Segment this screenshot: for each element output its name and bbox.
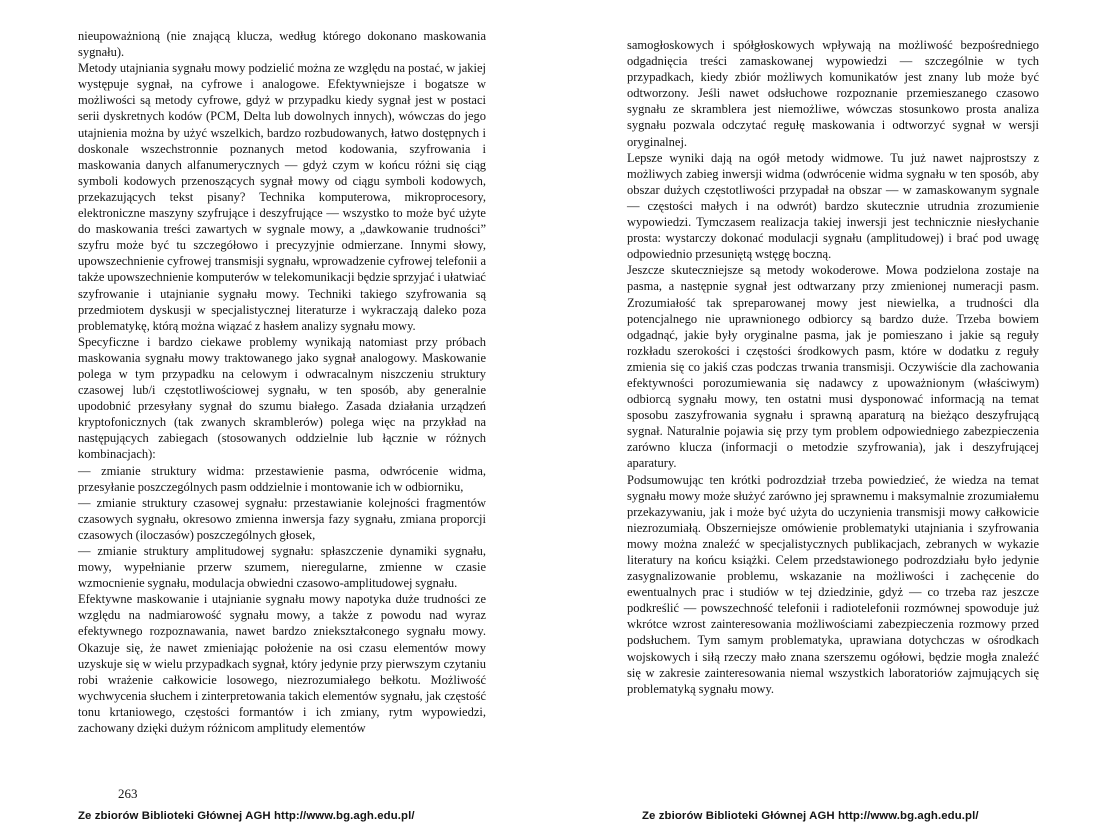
paragraph: Metody utajniania sygnału mowy podzielić można ze względu na postać, w jakiej występuje sygnał, na cyfrowe i analogowe. Efektywniejsze i bogatsze w możliwości są metody cyfrowe, gdyż w przypadku kiedy sygnał jest w postaci serii dyskretnych kodów (PCM, Delta lub dowolnych innych), wówczas do jego utajnienia można by użyć wszelkich, bardzo rozbudowanych, łatwo dostępnych i doskonale wszechstronnie poznanych metod kodowania, szyfrowania i maskowania danych alfanumerycznych — gdyż czym w końcu różni się ciąg symboli kodowych przenoszących sygnał mowy od ciągu symboli kodowych, przekazujących tekst pisany? Technika komputerowa, mikroprocesory, elektroniczne maszyny szyfrujące i deszyfrujące — wszystko to może być użyte do maskowania treści zawartych w sygnale mowy, a „dawkowanie trudności” szyfru może być tu szczegółowo i precyzyjnie odmierzane. Innymi słowy, upowszechnienie cyfrowej transmisji sygnału, wprowadzenie cyfrowej telefonii a także upowszechnienie komputerów w telekomunikacji będzie sprzyjać i ułatwiać szyfrowanie i utajnianie sygnału mowy. Techniki takiego szyfrowania są przedmiotem dyskusji w specjalistycznej literaturze i wykraczają daleko poza problematykę, którą można wiązać z hasłem analizy sygnału mowy. <box>78 61 486 333</box>
paragraph: Podsumowując ten krótki podrozdział trzeba powiedzieć, że wiedza na temat sygnału mowy może służyć zarówno jej sprawnemu i maksymalnie zrozumiałemu przekazywaniu, jak i może być użyta do uczynienia transmisji mowy całkowicie niezrozumiałą. Obszerniejsze omówienie problematyki utajniania i szyfrowania mowy można znaleźć w specjalistycznych publikacjach, zebranych w wykazie literatury na końcu książki. Celem przedstawionego podrozdziału było jedynie zasygnalizowanie problemu, wskazanie na możliwości i zachęcenie do ewentualnych prac i studiów w tej dziedzinie, gdyż — co trzeba raz jeszcze podkreślić — powszechność telefonii i radiotelefonii rozmównej spowoduje już wkrótce wzrost zainteresowania możliwościami zabezpieczenia rozmowy przed podsłuchem. Tym samym problematyka, uprawiana dotychczas w ośrodkach wojskowych i siłą rzeczy mało znana szerszemu ogółowi, będzie mogła znaleźć się w zakresie zainteresowania niemal wszystkich laboratoriów zajmujących się problematyką sygnału mowy. <box>627 472 1039 696</box>
paragraph: Lepsze wyniki dają na ogół metody widmowe. Tu już nawet najprostszy z możliwych zabieg inwersji widma (odwrócenie widma sygnału w ten sposób, aby obszar dużych częstotliwości przypadał na obszar — w zamaskowanym sygnale — częstości małych i na odwrót) bardzo skutecznie utrudnia zrozumienie wypowiedzi. Tymczasem realizacja takiej inwersji jest technicznie niesłychanie prosta: wystarczy dokonać modulacji sygnału (amplitudowej) i brać pod uwagę odpowiednio przesuniętą wstęgę boczną. <box>627 150 1039 262</box>
list-item: — zmianie struktury czasowej sygnału: przestawianie kolejności fragmentów czasowych sygnału, okresowo zmienna inwersja fazy sygnału, zmiana proporcji czasowych (iloczasów) poszczególnych głosek, <box>78 495 486 542</box>
page-number: 263 <box>118 786 138 801</box>
library-footer-right: Ze zbiorów Biblioteki Głównej AGH http://www.bg.agh.edu.pl/ <box>642 810 979 822</box>
paragraph: nieupoważnioną (nie znającą klucza, według którego dokonano maskowania sygnału). <box>78 29 486 60</box>
list-item: — zmianie struktury amplitudowej sygnału: spłaszczenie dynamiki sygnału, mowy, wypełnianie przerw szumem, nieregularne, zmienne w czasie wzmocnienie sygnału, modulacja obwiedni czasowo-amplitudowej sygnału. <box>78 544 486 591</box>
list-item: — zmianie struktury widma: przestawienie pasma, odwrócenie widma, przesyłanie poszczególnych pasm oddzielnie i montowanie ich w odbiorniku, <box>78 463 486 494</box>
paragraph: Jeszcze skuteczniejsze są metody wokoderowe. Mowa podzielona zostaje na pasma, a następnie sygnał jest odtwarzany przy zmienionej numeracji pasm. Zrozumiałość tak spreparowanej mowy jest niewielka, a trudności dla potencjalnego nie uprawnionego odbiorcy są bardzo duże. Trzeba bowiem odgadnąć, jakie były oryginalne pasma, jak je pomieszano i jakie są reguły rozkładu szerokości i częstości środkowych pasm, które w dodatku z reguły zmienia się co jakiś czas podczas trwania transmisji. Oczywiście dla zachowania efektywności porozumiewania się nadawcy z upoważnionym (właściwym) odbiorcą sygnału mowy, ten ostatni musi dysponować informacją na temat sposobu zaszyfrowania sygnału i sprawną aparaturą na bieżąco deszyfrującą sygnał. Naturalnie pojawia się przy tym problem odpowiedniego zabezpieczenia zarówno klucza (informacji o metodzie szyfrowania), jak i deszyfrującej aparatury. <box>627 263 1039 471</box>
left-page-text <box>78 28 486 736</box>
paragraph: Efektywne maskowanie i utajnianie sygnału mowy napotyka duże trudności ze względu na nadmiarowość sygnału mowy, a także z powodu nad wyraz efektywnego rozpoznawania, nawet bardzo zniekształconego sygnału mowy. Okazuje się, że nawet zmieniając położenie na osi czasu elementów mowy uzyskuje się w wielu przypadkach sygnał, który jedynie przy pierwszym czytaniu robi wrażenie całkowicie losowego, niezrozumiałego bełkotu. Możliwość wychwycenia słuchem i zinterpretowania takich elementów sygnału, jak częstość tonu krtaniowego, częstości formantów i ich zmiany, rytm wypowiedzi, zachowany dzięki dużym różnicom amplitudy elementów <box>78 592 486 736</box>
library-footer-left: Ze zbiorów Biblioteki Głównej AGH http://www.bg.agh.edu.pl/ <box>78 810 415 822</box>
right-page-text <box>627 37 1039 697</box>
paragraph: Specyficzne i bardzo ciekawe problemy wynikają natomiast przy próbach maskowania sygnału mowy traktowanego jako sygnał analogowy. Maskowanie polega w tym przypadku na celowym i odwracalnym niszczeniu struktury czasowej lub/i częstotliwościowej sygnału, w ten sposób, aby generalnie upodobnić przesyłany sygnał do szumu białego. Zasada działania urządzeń kryptofonicznych (tak zwanych skramblerów) polega więc na przykład na następujących zabiegach (stosowanych oddzielnie lub łącznie w różnych kombinacjach): <box>78 334 486 462</box>
paragraph: samogłoskowych i spółgłoskowych wpływają na możliwość bezpośredniego odgadnięcia treści zamaskowanej wypowiedzi — szczególnie w tych przypadkach, kiedy zbiór możliwych komunikatów jest znany lub może być odtworzony. Jeśli nawet odsłuchowe rozpoznanie przemieszanego czasowo sygnału ze skramblera jest niemożliwe, wówczas stosunkowo prosta analiza sygnału pozwala odczytać regułę maskowania i odtworzyć sygnał w wersji oryginalnej. <box>627 38 1039 149</box>
